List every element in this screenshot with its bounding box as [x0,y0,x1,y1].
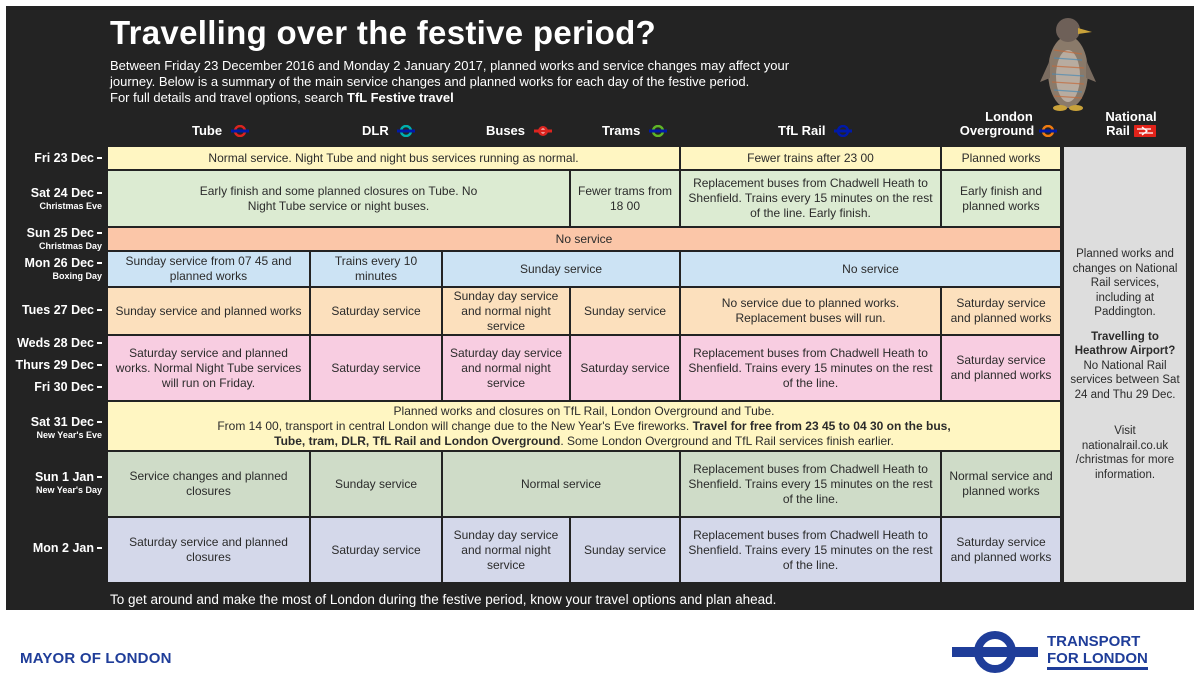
cell-text: Saturday service [331,303,421,318]
cell-text: No service due to planned works. Replacement buses will run. [721,296,900,325]
day-label: Sat 31 Dec [6,415,102,429]
cell-tue27-tube [108,288,309,334]
day-label: Sun 25 Dec [6,226,102,240]
sat31-line-3 [274,434,894,449]
sat31-line-2a: From 14 00, transport in central London will change due to the New Year's Eve fireworks. [217,418,693,433]
cell-text: Service changes and planned closures [129,469,288,498]
page-title: Travelling over the festive period? [110,14,656,51]
cell-tue27-overground [942,288,1060,334]
cell-text: Sunday day service and normal night service [453,527,559,572]
day-sat-31 [6,415,108,440]
cell-text: Sunday service [334,476,418,491]
day-fri-23 [6,151,108,165]
cell-text: Saturday service and planned works [950,296,1052,325]
day-sun-1 [6,470,108,495]
cell-mon26-tube [108,252,309,286]
header-overground-line2: Overground [959,123,1035,138]
header-tube [192,124,250,138]
cell-text: Sunday service from 07 45 and planned works [125,254,292,283]
cell-text: Normal service and planned works [949,469,1053,498]
day-sublabel: Boxing Day [52,271,102,281]
cell-sun1-tube [108,452,309,516]
sat31-line-3c: . Some London Overground and TfL Rail services finish earlier. [560,433,894,448]
cell-text: Saturday service [331,360,421,375]
cell-sun1-dlr [311,452,441,516]
cell-sat31-all [108,402,1060,450]
header-tfl-rail [778,124,853,138]
buses-roundel-icon [533,125,553,137]
national-rail-icon [1134,125,1156,137]
cell-text: Replacement buses from Chadwell Heath to Shenfield. Trains every 15 minutes on the rest of the line. [688,461,933,506]
tfl-roundel-icon [950,630,1040,674]
cell-sun1-tfl-rail [681,452,940,516]
cell-sun1-overground [942,452,1060,516]
national-rail-heathrow-title: Travelling to Heathrow Airport? [1074,330,1176,357]
cell-tue27-dlr [311,288,441,334]
day-mon-2 [6,541,108,555]
day-fri-30 [6,380,108,394]
cell-text: Normal service. Night Tube and night bus services running as normal. [208,150,579,165]
cell-text: Replacement buses from Chadwell Heath to Shenfield. Trains every 15 minutes on the rest of the line. Early finish. [688,176,933,220]
mayor-of-london-logo: MAYOR OF LONDON [20,650,172,667]
cell-tue27-buses [443,288,569,334]
sat31-line-1: Planned works and closures on TfL Rail, London Overground and Tube. [393,403,775,418]
festive-poster [6,6,1194,610]
day-sat-24 [6,186,108,211]
cell-text: Planned works [961,150,1041,165]
cell-text: Trains every 10 minutes [334,254,418,283]
tfl-rail-roundel-icon [833,125,853,137]
cell-text: Sunday service [583,542,667,557]
cell-text: Saturday service and planned closures [129,535,288,564]
header-buses [486,124,553,138]
cell-mid-tfl-rail [681,336,940,400]
cell-sun1-buses-trams [443,452,679,516]
cell-text: Fewer trains after 23 00 [747,150,874,165]
day-sublabel: Christmas Day [38,241,102,251]
cell-text: Sunday service and planned works [115,303,302,318]
cell-text: No service [842,261,899,276]
header-dlr-label: DLR [362,123,389,138]
cell-text: Early finish and some planned closures on Tube. No Night Tube service or night buses. [199,183,478,213]
day-label: Mon 2 Jan [6,541,102,555]
cell-fri-tube-buses-trams [108,147,679,169]
cell-text: Normal service [520,476,601,491]
cell-mon2-trams [571,518,679,582]
header-overground [948,110,1070,138]
header-overground-line1: London [985,109,1033,124]
day-label: Mon 26 Dec [6,256,102,270]
sat31-line-2 [217,419,950,434]
cell-fri-tfl-rail [681,147,940,169]
header-tfl-rail-label: TfL Rail [778,123,826,138]
header-buses-label: Buses [486,123,526,138]
cell-text: Replacement buses from Chadwell Heath to Shenfield. Trains every 15 minutes on the rest of the line. [688,527,933,572]
day-label: Weds 28 Dec [6,336,102,350]
sat31-free-modes: Tube, tram, DLR, TfL Rail and London Overground [274,433,561,448]
cell-text: Fewer trams from 18 00 [577,183,672,213]
header-overground-line2-wrap [948,124,1070,138]
dlr-roundel-icon [396,125,416,137]
header-national-line2-wrap [1076,124,1186,138]
cell-mon2-overground [942,518,1060,582]
cell-text: Saturday day service and normal night service [449,345,563,390]
tube-roundel-icon [230,125,250,137]
cell-text: Saturday service and planned works [950,353,1052,382]
header-trams [602,124,668,138]
national-rail-panel [1064,147,1186,582]
cell-mid-trams [571,336,679,400]
day-label: Tues 27 Dec [6,303,102,317]
cell-text: Saturday service and planned works. Normal Night Tube services will run on Friday. [115,345,302,390]
header-trams-label: Trams [602,123,641,138]
trams-roundel-icon [648,125,668,137]
cell-sat24-tube-dlr-buses [108,171,569,226]
cell-mid-overground [942,336,1060,400]
cell-sat24-trams [571,171,679,226]
cell-sat24-tfl-rail [681,171,940,226]
day-tue-27 [6,303,108,317]
cell-mon2-dlr [311,518,441,582]
national-rail-p1: Planned works and changes on National Rail services, including at Paddington. [1072,248,1178,318]
footer-message: To get around and make the most of London during the festive period, know your travel options and plan ahead. [110,592,777,607]
cell-text: Saturday service [331,542,421,557]
day-label: Fri 23 Dec [6,151,102,165]
day-label: Fri 30 Dec [6,380,102,394]
day-label: Sat 24 Dec [6,186,102,200]
cell-mid-buses [443,336,569,400]
tfl-line-1: TRANSPORT [1047,633,1141,650]
day-wed-28 [6,336,108,350]
cell-text: Early finish and planned works [959,183,1043,213]
sat31-free-travel: Travel for free from 23 45 to 04 30 on the bus, [692,418,951,433]
day-sublabel: New Year's Day [35,485,102,495]
cell-mon2-tube [108,518,309,582]
header-national-rail [1076,110,1186,138]
cell-text: Sunday service [519,261,603,276]
header-dlr [362,124,416,138]
intro-line-3 [110,90,940,106]
tfl-line-2: FOR LONDON [1047,650,1148,670]
day-thu-29 [6,358,108,372]
cell-mon2-buses [443,518,569,582]
day-sublabel: Christmas Eve [39,201,102,211]
cell-tue27-tfl-rail [681,288,940,334]
header-national-line2: Rail [1106,123,1130,138]
header-tube-label: Tube [192,123,223,138]
day-sublabel: New Year's Eve [36,430,102,440]
header-national-line1: National [1105,109,1157,124]
intro-prefix: For full details and travel options, search [110,90,348,105]
cell-sun25-all [108,228,1060,250]
cell-mon26-dlr [311,252,441,286]
tfl-wordmark [1047,633,1148,670]
cell-text: Sunday service [583,303,667,318]
day-label: Thurs 29 Dec [6,358,102,372]
cell-mid-dlr [311,336,441,400]
national-rail-heathrow-body: No National Rail services between Sat 24 and Thu 29 Dec. [1070,359,1180,401]
search-term: TfL Festive travel [347,90,454,105]
cell-text: Saturday service [580,360,670,375]
cell-text: No service [555,231,613,246]
day-label: Sun 1 Jan [6,470,102,484]
cell-mon26-buses-trams [443,252,679,286]
day-sun-25 [6,226,108,251]
cell-text: Saturday service and planned works [950,535,1052,564]
cell-text: Replacement buses from Chadwell Heath to Shenfield. Trains every 15 minutes on the rest of the line. [688,345,933,390]
cell-fri-overground [942,147,1060,169]
cell-mon26-rail-overground [681,252,1060,286]
cell-mid-tube [108,336,309,400]
day-mon-26 [6,256,108,281]
intro-text [110,58,940,106]
cell-text: Sunday day service and normal night service [453,288,559,333]
intro-line-2: journey. Below is a summary of the main service changes and planned works for each day of the festive period. [110,74,750,89]
national-rail-p3: Visit nationalrail.co.uk /christmas for more information. [1075,425,1175,481]
cell-sat24-overground [942,171,1060,226]
penguin-icon [1034,10,1102,114]
intro-line-1: Between Friday 23 December 2016 and Monday 2 January 2017, planned works and service changes may affect your [110,58,790,73]
cell-tue27-trams [571,288,679,334]
overground-roundel-icon [1038,125,1058,137]
cell-mon2-tfl-rail [681,518,940,582]
